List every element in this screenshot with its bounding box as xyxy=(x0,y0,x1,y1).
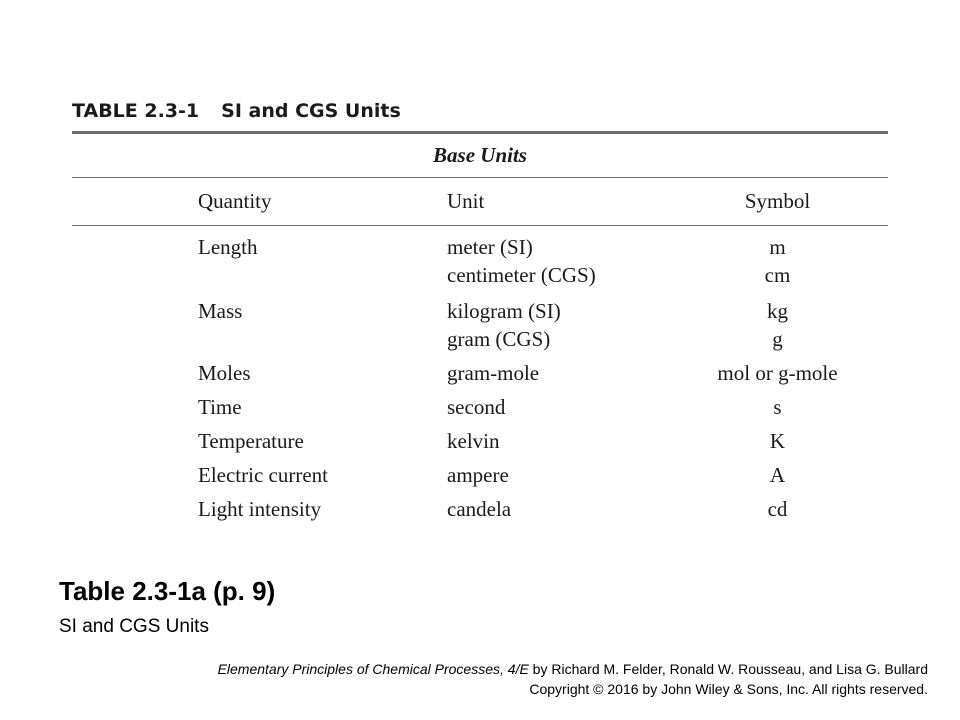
cell-symbol: A xyxy=(769,463,786,487)
cell-unit: gram (CGS) xyxy=(447,327,551,351)
section-title: Base Units xyxy=(433,143,527,167)
column-header-unit: Unit xyxy=(447,189,485,213)
slide-title: Table 2.3-1a (p. 9) xyxy=(59,576,276,606)
footer-citation xyxy=(218,661,928,677)
cell-quantity: Temperature xyxy=(198,429,304,453)
slide-subtitle: SI and CGS Units xyxy=(59,616,209,637)
table-caption xyxy=(72,100,401,122)
cell-symbol: m xyxy=(769,235,786,259)
header-rule xyxy=(72,225,888,226)
cell-unit: second xyxy=(447,395,506,419)
table-top-rule xyxy=(72,131,888,134)
table-number: TABLE 2.3-1 xyxy=(72,100,200,122)
cell-unit: kelvin xyxy=(447,429,500,453)
cell-symbol: s xyxy=(773,395,782,419)
section-rule xyxy=(72,177,888,178)
column-header-quantity: Quantity xyxy=(198,189,272,213)
cell-quantity: Mass xyxy=(198,299,243,323)
cell-quantity: Length xyxy=(198,235,258,259)
cell-unit: ampere xyxy=(447,463,509,487)
cell-unit: kilogram (SI) xyxy=(447,299,561,323)
cell-quantity: Light intensity xyxy=(198,497,322,521)
footer-copyright: Copyright © 2016 by John Wiley & Sons, Inc. All rights reserved. xyxy=(529,681,928,697)
cell-unit: gram-mole xyxy=(447,361,540,385)
cell-quantity: Time xyxy=(198,395,242,419)
footer-authors: by Richard M. Felder, Ronald W. Rousseau, and Lisa G. Bullard xyxy=(528,661,928,677)
cell-symbol: kg xyxy=(767,299,788,323)
footer-book-title: Elementary Principles of Chemical Processes, 4/E xyxy=(217,661,529,677)
cell-unit: candela xyxy=(447,497,512,521)
cell-symbol: K xyxy=(769,429,786,453)
cell-symbol: g xyxy=(772,327,783,351)
cell-symbol: cd xyxy=(767,497,788,521)
column-header-symbol: Symbol xyxy=(744,189,811,213)
cell-symbol: mol or g-mole xyxy=(717,361,838,385)
cell-quantity: Moles xyxy=(198,361,251,385)
table-caption-text: SI and CGS Units xyxy=(221,100,401,122)
cell-quantity: Electric current xyxy=(198,463,328,487)
cell-unit: centimeter (CGS) xyxy=(447,263,596,287)
cell-unit: meter (SI) xyxy=(447,235,533,259)
cell-symbol: cm xyxy=(764,263,791,287)
